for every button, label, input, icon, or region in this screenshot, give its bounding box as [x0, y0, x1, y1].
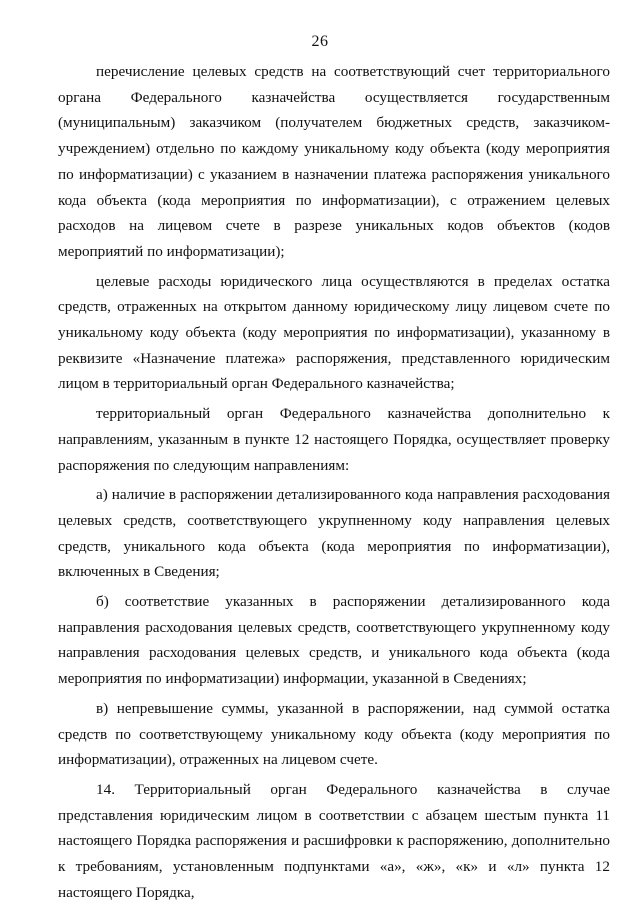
paragraph-check-a: а) наличие в распоряжении детализированного кода направления расходования целевых средств, соответствующего укрупненному коду направления целевых средств, уникального кода объекта (кода мероприятия по информатизации), включенных в Сведения;: [58, 486, 610, 581]
paragraph-transfer-of-funds: перечисление целевых средств на соответствующий счет территориального органа Федерального казначейства осуществляется государственным (муниципальным) заказчиком (получателем бюджетных средств, заказчиком-учреждением) отдельно по каждому уникальному коду объекта (коду мероприятия по информатизации) с указанием в назначении платежа распоряжения уникального кода объекта (кода мероприятия по информатизации), с отражением целевых расходов на лицевом счете в разрезе уникальных кодов объектов (кодов мероприятий по информатизации);: [58, 63, 610, 260]
paragraph-check-b: б) соответствие указанных в распоряжении детализированного кода направления расходования целевых средств, соответствующего укрупненному коду направления расходования целевых средств, и уникального кода объекта (кода мероприятия по информатизации) информации, указанной в Сведениях;: [58, 593, 610, 688]
paragraph-item-14: 14. Территориальный орган Федерального казначейства в случае представления юридическим лицом в соответствии с абзацем шестым пункта 11 настоящего Порядка распоряжения и расшифровки к распоряжению, дополнительно к требованиям, установленным подпунктами «а», «ж», «к» и «л» пункта 12 настоящего Порядка,: [58, 780, 610, 901]
paragraph-target-expenses: целевые расходы юридического лица осуществляются в пределах остатка средств, отраженных на открытом данному юридическому лицу лицевом счете по уникальному коду объекта (коду мероприятия по информатизации), указанному в реквизите «Назначение платежа» распоряжения, представленного юридическим лицом в территориальный орган Федерального казначейства;: [58, 272, 610, 393]
paragraph-check-c: в) непревышение суммы, указанной в распоряжении, над суммой остатка средств по соответствующему уникальному коду объекта (коду мероприятия по информатизации), отраженных на лицевом счете.: [58, 699, 610, 769]
document-body: [58, 59, 610, 906]
page-number: 26: [311, 33, 329, 50]
paragraph-treasury-checks: территориальный орган Федерального казначейства дополнительно к направлениям, указанным в пункте 12 настоящего Порядка, осуществляет проверку распоряжения по следующим направлениям:: [58, 405, 610, 474]
